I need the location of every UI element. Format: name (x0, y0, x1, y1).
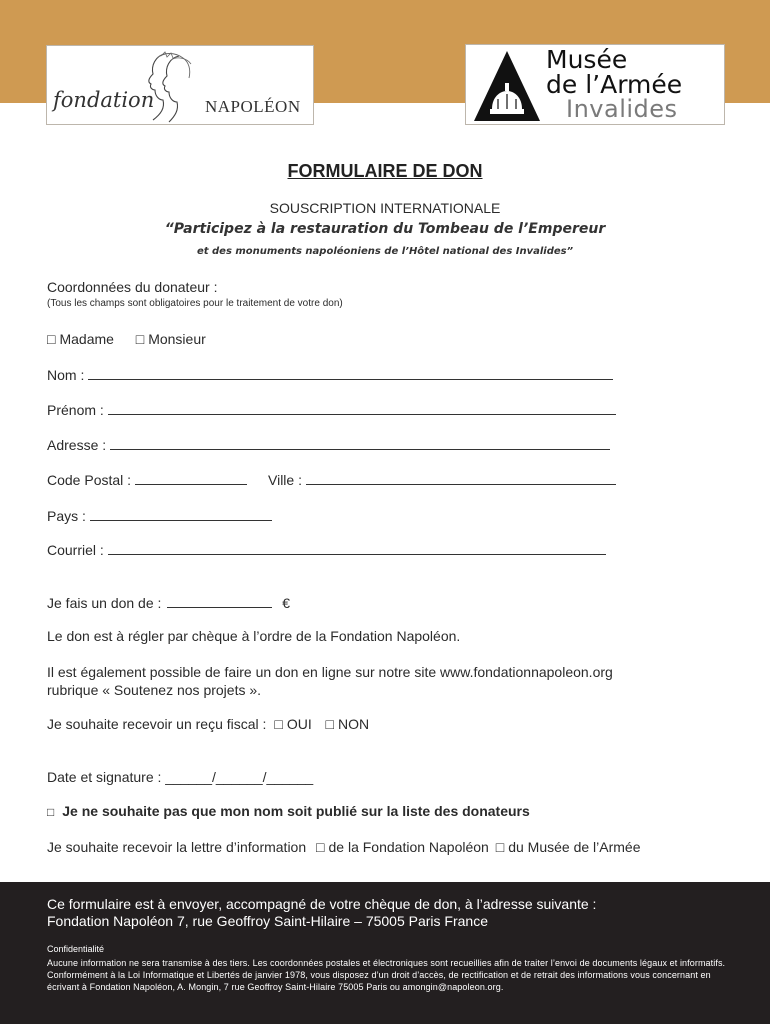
footer-send-line1: Ce formulaire est à envoyer, accompagné de votre chèque de don, à l’adresse suivante : (47, 896, 597, 912)
receipt-label: Je souhaite recevoir un reçu fiscal : (47, 716, 267, 732)
madame-label: Madame (59, 331, 114, 347)
monsieur-checkbox[interactable]: □ (135, 331, 145, 347)
prenom-label: Prénom : (47, 402, 104, 418)
ville-field[interactable] (306, 471, 616, 485)
logo-musee-line2: de l’Armée (546, 70, 683, 99)
nom-label: Nom : (47, 367, 85, 383)
prenom-field[interactable] (108, 401, 616, 415)
newsletter-label: Je souhaite recevoir la lettre d’information (47, 839, 307, 855)
title-choice-row (47, 331, 206, 347)
newsletter-fondation-checkbox[interactable]: □ (316, 839, 325, 855)
receipt-non-checkbox[interactable]: □ (325, 716, 334, 732)
code-postal-field[interactable] (135, 471, 247, 485)
ville-label: Ville : (268, 472, 302, 488)
confidentiality-text: Aucune information ne sera transmise à des tiers. Les coordonnées postales et électroniques sont recueillies afin de traiter l’envoi de documents légaux et informatifs. Conformément à la Loi Informatique et Libertés de janvier 1978, vous disposez d’un droit d’accès, de rectification et de retrait des informations vous concernant en écrivant à Fondation Napoléon, A. Mongin, 7 rue Geoffroy Saint-Hilaire 75005 Paris ou amongin@napoleon.org. (47, 958, 726, 992)
amount-row (47, 594, 290, 611)
amount-label: Je fais un don de : (47, 595, 162, 611)
adresse-row (47, 436, 610, 453)
code-postal-label: Code Postal : (47, 472, 132, 488)
napoleon-profiles-icon (127, 50, 217, 124)
madame-checkbox[interactable]: □ (47, 331, 56, 347)
footer-send-line2: Fondation Napoléon 7, rue Geoffroy Saint-Hilaire – 75005 Paris France (47, 913, 488, 929)
campaign-quote-line1: “Participez à la restauration du Tombeau de l’Empereur (164, 221, 606, 237)
no-publish-checkbox[interactable]: □ (47, 805, 55, 819)
receipt-oui-checkbox[interactable]: □ (274, 716, 283, 732)
invalides-dome-icon (470, 49, 544, 121)
ville-row (268, 471, 616, 488)
footer (0, 882, 770, 1024)
logo-fondation-word: fondation (53, 88, 155, 112)
logo-musee-line3: Invalides (566, 95, 678, 123)
prenom-row (47, 401, 616, 418)
cheque-instructions: Le don est à régler par chèque à l’ordre de la Fondation Napoléon. (47, 628, 461, 644)
logo-napoleon-word: NAPOLÉON (205, 97, 301, 116)
musee-armee-logo (465, 44, 725, 125)
campaign-quote-line2: et des monuments napoléoniens de l’Hôtel national des Invalides” (196, 246, 574, 257)
online-donation-line1: Il est également possible de faire un don en ligne sur notre site www.fondationnapoleon.org (47, 664, 613, 680)
newsletter-row (47, 839, 641, 855)
receipt-row (47, 716, 369, 732)
pays-field[interactable] (90, 507, 272, 521)
pays-row (47, 507, 272, 524)
currency-symbol: € (282, 595, 290, 611)
no-publish-label: Je ne souhaite pas que mon nom soit publié sur la liste des donateurs (62, 803, 530, 819)
receipt-oui-label: OUI (286, 716, 312, 732)
courriel-field[interactable] (108, 541, 606, 555)
donor-section-label: Coordonnées du donateur : (47, 279, 218, 295)
courriel-row (47, 541, 606, 558)
code-postal-row (47, 471, 247, 488)
form-subtitle: SOUSCRIPTION INTERNATIONALE (269, 200, 501, 216)
newsletter-musee-checkbox[interactable]: □ (495, 839, 505, 855)
monsieur-label: Monsieur (148, 331, 206, 347)
pays-label: Pays : (47, 508, 86, 524)
donor-section-note: (Tous les champs sont obligatoires pour le traitement de votre don) (47, 298, 343, 309)
date-signature-row[interactable]: Date et signature : ______/______/______ (47, 769, 314, 785)
receipt-non-label: NON (337, 716, 370, 732)
newsletter-musee-label: du Musée de l’Armée (508, 839, 641, 855)
nom-field[interactable] (88, 366, 613, 380)
nom-row (47, 366, 613, 383)
newsletter-fondation-label: de la Fondation Napoléon (328, 839, 489, 855)
no-publish-row (47, 803, 530, 819)
fondation-napoleon-logo (46, 45, 314, 125)
form-title: FORMULAIRE DE DON (287, 161, 483, 181)
online-donation-line2: rubrique « Soutenez nos projets ». (47, 682, 262, 698)
adresse-field[interactable] (110, 436, 610, 450)
confidentiality-title: Confidentialité (47, 944, 105, 954)
logo-musee-line1: Musée (546, 45, 628, 74)
courriel-label: Courriel : (47, 542, 104, 558)
adresse-label: Adresse : (47, 437, 107, 453)
amount-field[interactable] (167, 594, 272, 608)
